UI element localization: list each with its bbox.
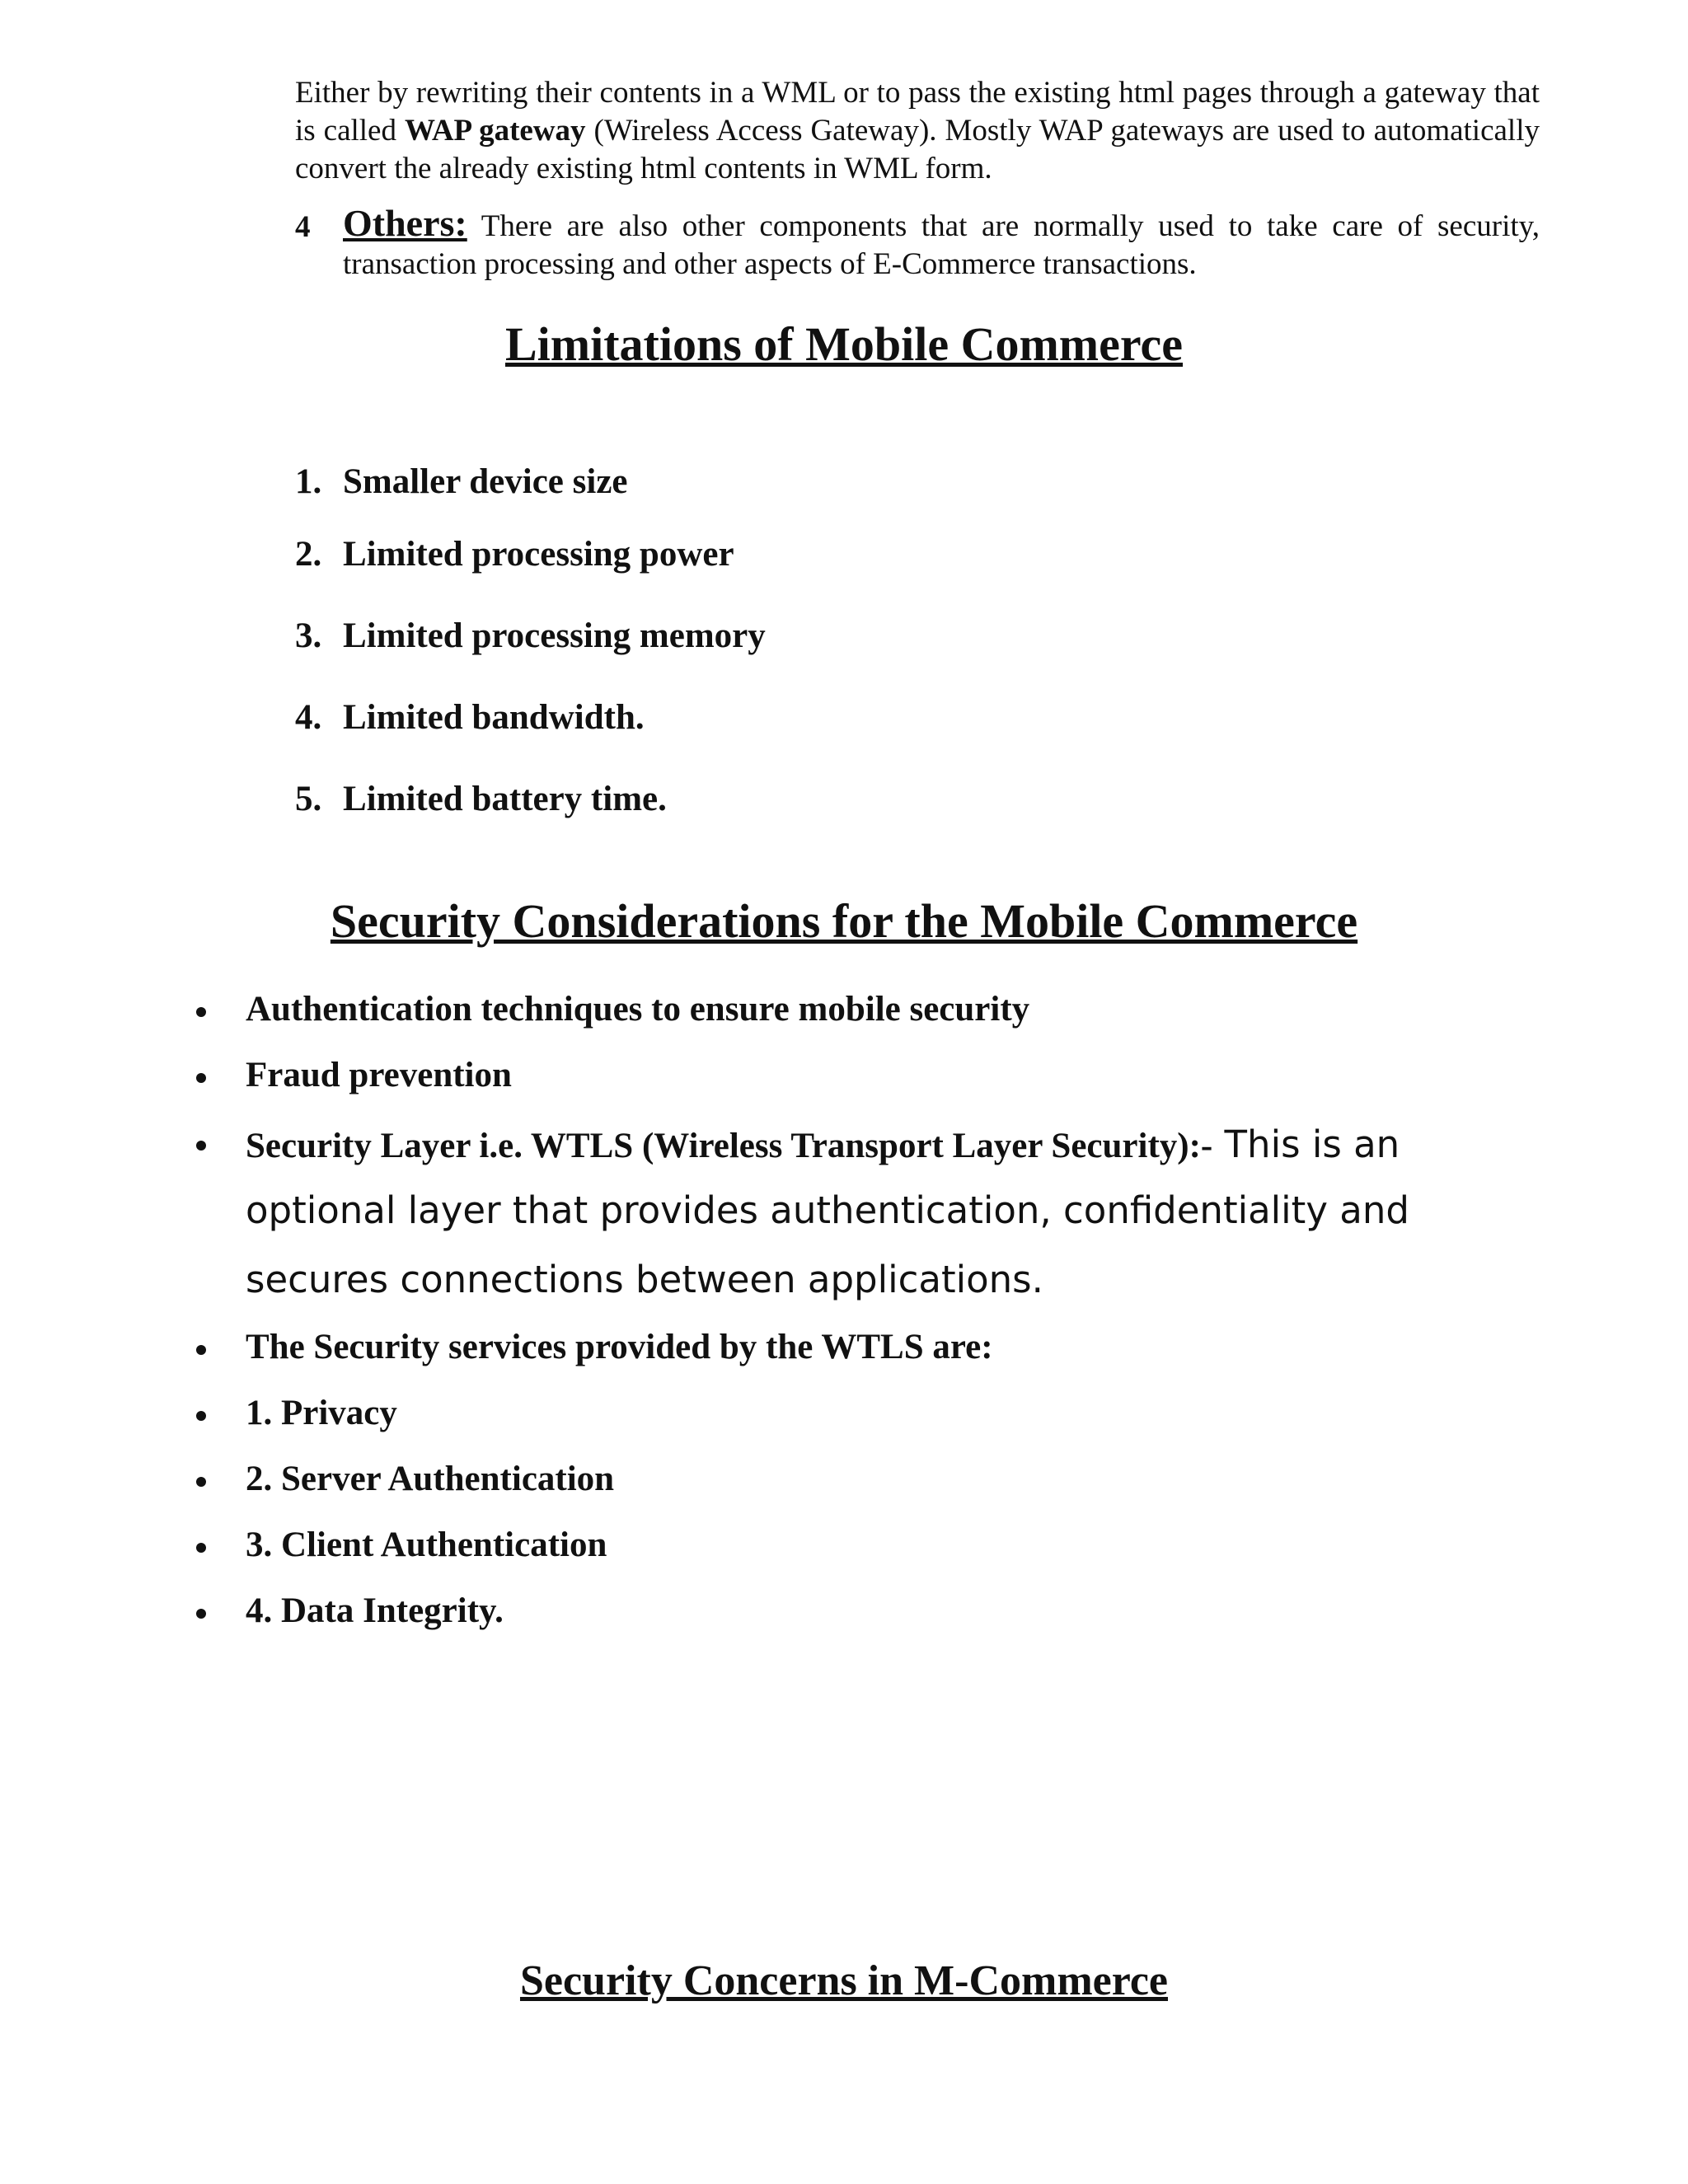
list-item xyxy=(295,779,667,819)
list-item xyxy=(295,697,645,738)
bullet-icon xyxy=(196,1345,206,1355)
bullet-icon xyxy=(196,1073,206,1083)
bullet-continuation-line: optional layer that provides authentication, confidentiality and xyxy=(246,1188,1409,1232)
bullet-icon xyxy=(196,1141,206,1151)
bullet-bold-text: Security Layer i.e. WTLS (Wireless Transport Layer Security):- xyxy=(246,1127,1213,1165)
bullet-text: The Security services provided by the WTLS are: xyxy=(246,1328,993,1366)
list-item-label: Smaller device size xyxy=(343,462,628,501)
list-item-number: 3. xyxy=(295,616,322,655)
list-item xyxy=(295,462,628,502)
bullet-text: 4. Data Integrity. xyxy=(246,1591,504,1630)
limitations-heading: Limitations of Mobile Commerce xyxy=(504,317,1184,371)
bullet-text: 3. Client Authentication xyxy=(246,1526,607,1564)
intro-paragraph xyxy=(295,74,1540,188)
bullet-icon xyxy=(196,1543,206,1553)
others-heading: Others: xyxy=(343,202,467,244)
list-item-number: 1. xyxy=(295,462,322,501)
list-item xyxy=(295,534,734,574)
intro-text-pre: Either by rewriting their contents in a WML or to pass the existing html pages through a gateway that is called xyxy=(295,76,1540,148)
list-item-label: Limited battery time. xyxy=(343,780,667,818)
concerns-heading: Security Concerns in M-Commerce xyxy=(519,1957,1169,2004)
list-item-number: 2. xyxy=(295,535,322,574)
bullet-icon xyxy=(196,1477,206,1487)
list-item-number: 4. xyxy=(295,698,322,737)
bullet-text: Fraud prevention xyxy=(246,1056,512,1094)
bullet-continuation-line: secures connections between applications. xyxy=(246,1258,1043,1301)
security-heading: Security Considerations for the Mobile Commerce xyxy=(330,894,1358,948)
others-text: There are also other components that are normally used to take care of security, transaction processing and other aspects of E-Commerce transactions. xyxy=(343,209,1540,281)
list-item-label: Limited processing memory xyxy=(343,616,766,655)
list-item-label: Limited processing power xyxy=(343,535,734,574)
list-item xyxy=(295,616,766,656)
bullet-text: Authentication techniques to ensure mobile security xyxy=(246,990,1030,1029)
bullet-icon xyxy=(196,1007,206,1017)
intro-text-post: (Wireless Access Gateway). Mostly WAP gateways are used to automatically convert the already existing html contents in WML form. xyxy=(295,114,1540,185)
bullet-plain-text: This is an xyxy=(1212,1122,1400,1166)
list-item-label: Limited bandwidth. xyxy=(343,698,645,737)
others-number: 4 xyxy=(295,210,311,244)
list-item-number: 5. xyxy=(295,780,322,818)
bullet-text: 1. Privacy xyxy=(246,1394,397,1432)
bullet-text xyxy=(246,1122,1400,1166)
bullet-text: 2. Server Authentication xyxy=(246,1460,615,1498)
bullet-icon xyxy=(196,1609,206,1619)
bullet-icon xyxy=(196,1411,206,1421)
others-paragraph xyxy=(343,204,1540,284)
intro-text-bold: WAP gateway xyxy=(404,114,586,148)
